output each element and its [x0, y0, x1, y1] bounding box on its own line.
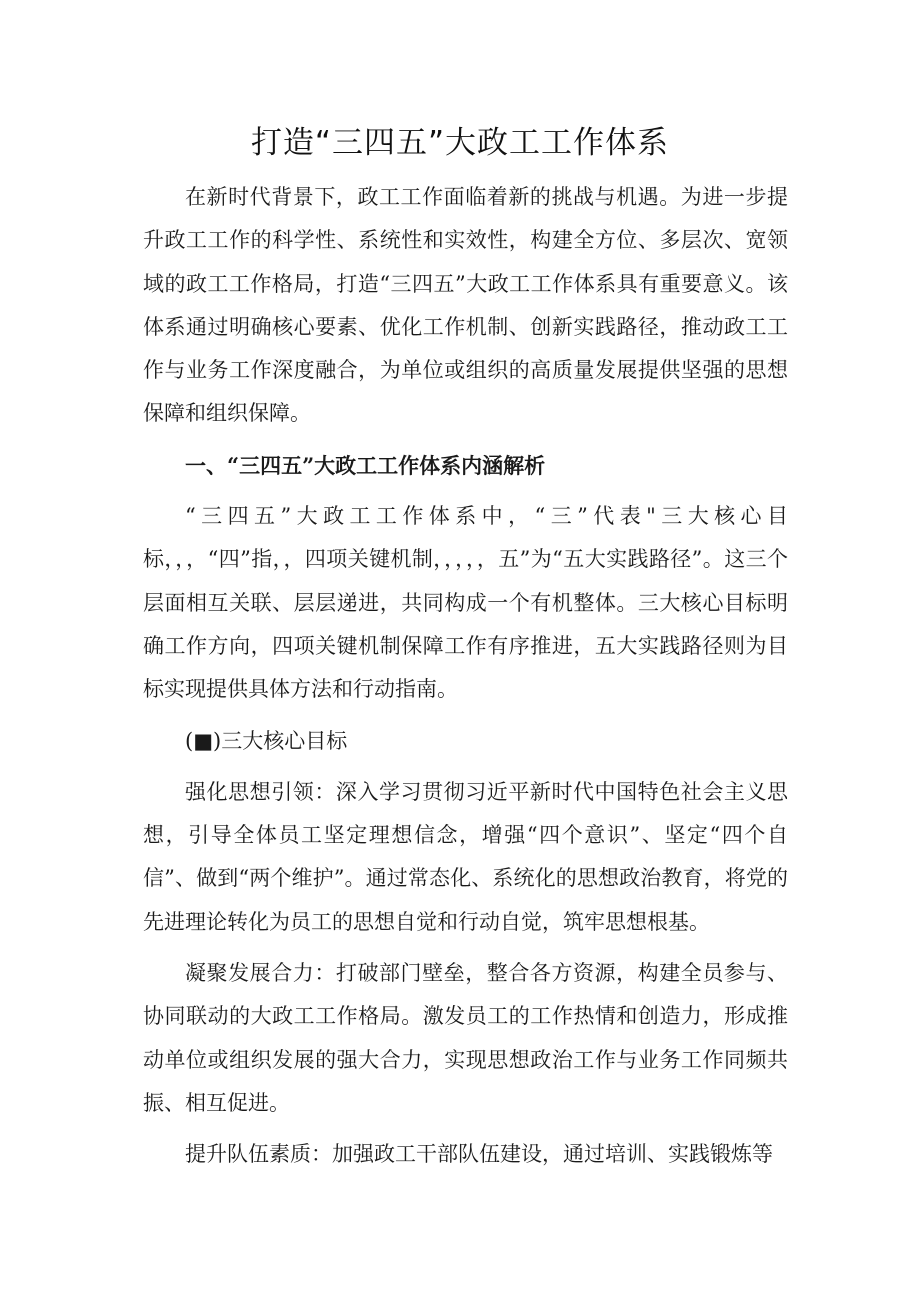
- goal-paragraph-1: 强化思想引领：深入学习贯彻习近平新时代中国特色社会主义思想，引导全体员工坚定理想信念，增强“四个意识”、坚定“四个自信”、做到“两个维护”。通过常态化、系统化的思想政治教育，将党的先进理论转化为员工的思想自觉和行动自觉，筑牢思想根基。: [143, 779, 788, 934]
- intro-paragraph: 在新时代背景下，政工工作面临着新的挑战与机遇。为进一步提升政工工作的科学性、系统性和实效性，构建全方位、多层次、宽领域的政工工作格局，打造“三四五”大政工工作体系具有重要意义。该体系通过明确核心要素、优化工作机制、创新实践路径，推动政工工作与业务工作深度融合，为单位或组织的高质量发展提供坚强的思想保障和组织保障。: [143, 185, 788, 426]
- section-heading-1: 一、“三四五”大政工工作体系内涵解析: [185, 452, 546, 478]
- document-body: [143, 176, 788, 1177]
- goal-paragraph-3: 提升队伍素质：加强政工干部队伍建设，通过培训、实践锻炼等: [185, 1142, 773, 1167]
- goal-paragraph-2: 凝聚发展合力：打破部门壁垒，整合各方资源，构建全员参与、协同联动的大政工工作格局。激发员工的工作热情和创造力，形成推动单位或组织发展的强大合力，实现思想政治工作与业务工作同频共振、相互促进。: [143, 961, 788, 1115]
- section-1-paragraph: “三四五”大政工工作体系中，“三”代表"三大核心目标，，，“四”指，，四项关键机制，，，，，五”为“五大实践路径”。这三个层面相互关联、层层递进，共同构成一个有机整体。三大核心目标明确工作方向，四项关键机制保障工作有序推进，五大实践路径则为目标实现提供具体方法和行动指南。: [143, 504, 788, 702]
- subsection-heading-1: (■)三大核心目标: [185, 728, 348, 753]
- document-title: 打造“三四五”大政工工作体系: [250, 125, 670, 161]
